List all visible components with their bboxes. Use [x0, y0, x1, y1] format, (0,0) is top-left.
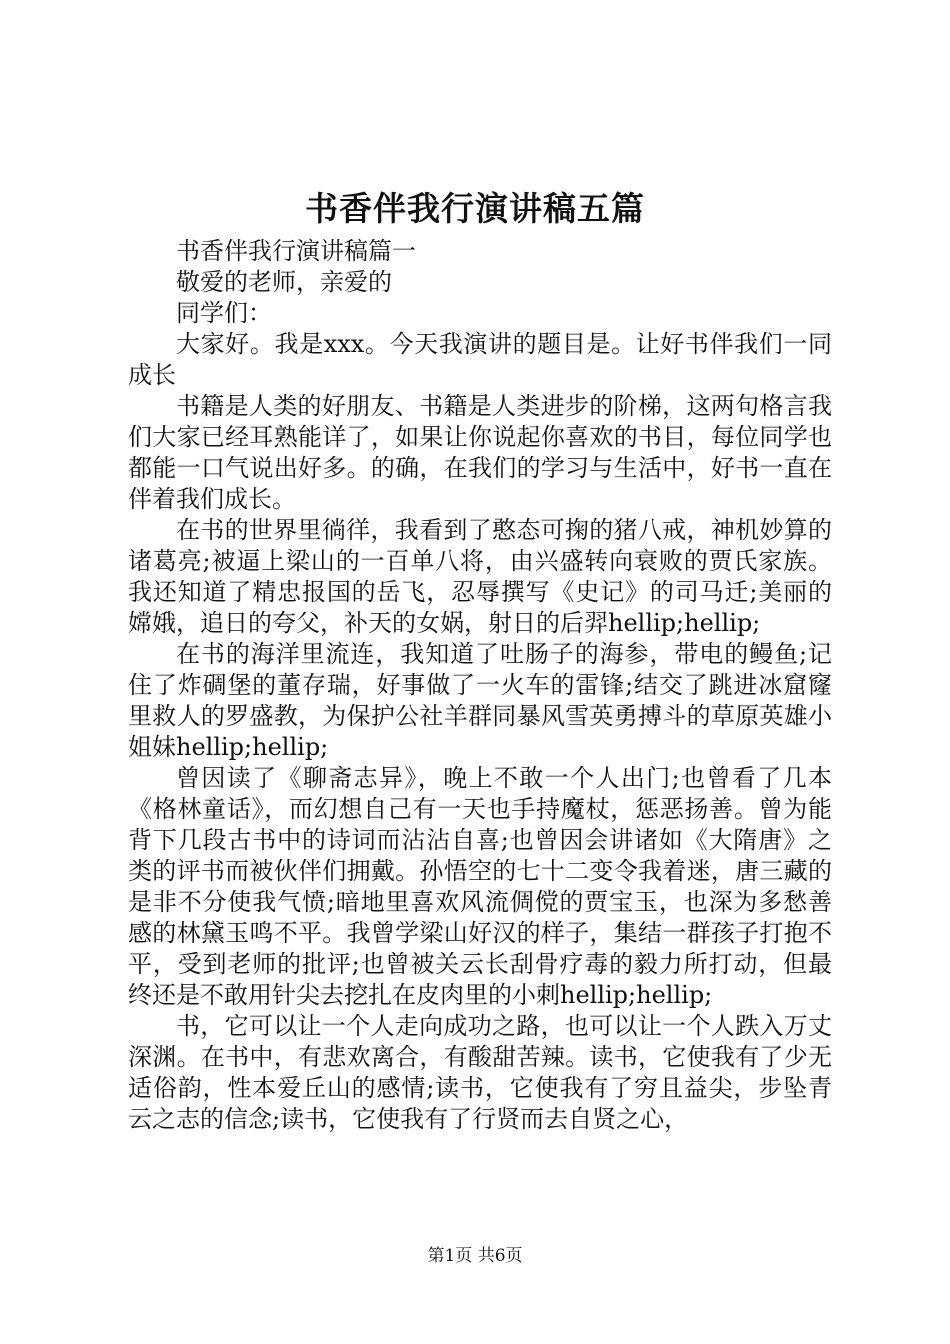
paragraph-intro: 大家好。我是xxx。今天我演讲的题目是。让好书伴我们一同成长 [128, 330, 832, 389]
paragraph-salutation-cont: 同学们： [176, 299, 272, 327]
document-body [128, 236, 832, 1135]
page-footer: 第1页 共6页 [427, 1246, 523, 1266]
document-title: 书香伴我行演讲稿五篇 [305, 189, 645, 228]
paragraph-salutation: 敬爱的老师，亲爱的 [176, 268, 392, 296]
paragraph: 在书的世界里徜徉，我看到了憨态可掬的猪八戒，神机妙算的诸葛亮;被逼上梁山的一百单八将，由兴盛转向衰败的贾氏家族。我还知道了精忠报国的岳飞，忍辱撰写《史记》的司马迁;美丽的嫦娥，追日的夸父，补天的女娲，射日的后羿hellip;hellip; [128, 516, 832, 637]
paragraph: 曾因读了《聊斋志异》，晚上不敢一个人出门;也曾看了几本《格林童话》，而幻想自己有一天也手持魔杖，惩恶扬善。曾为能背下几段古书中的诗词而沾沾自喜;也曾因会讲诸如《大隋唐》之类的评书而被伙伴们拥戴。孙悟空的七十二变令我着迷，唐三藏的是非不分使我气愤;暗地里喜欢风流倜傥的贾宝玉，也深为多愁善感的林黛玉鸣不平。我曾学梁山好汉的样子，集结一群孩子打抱不平，受到老师的批评;也曾被关云长刮骨疗毒的毅力所打动，但最终还是不敢用针尖去挖扎在皮肉里的小刺hellip;hellip; [128, 764, 832, 1009]
paragraph: 书，它可以让一个人走向成功之路，也可以让一个人跌入万丈深渊。在书中，有悲欢离合，有酸甜苦辣。读书，它使我有了少无适俗韵，性本爱丘山的感情;读书，它使我有了穷且益尖，步坠青云之志的信念;读书，它使我有了行贤而去自贤之心， [128, 1012, 832, 1133]
paragraph-heading: 书香伴我行演讲稿篇一 [176, 237, 416, 265]
paragraph: 书籍是人类的好朋友、书籍是人类进步的阶梯，这两句格言我们大家已经耳熟能详了，如果让你说起你喜欢的书目，每位同学也都能一口气说出好多。的确，在我们的学习与生活中，好书一直在伴着我们成长。 [128, 392, 832, 513]
paragraph: 在书的海洋里流连，我知道了吐肠子的海参，带电的鳗鱼;记住了炸碉堡的董存瑞，好事做了一火车的雷锋;结交了跳进冰窟窿里救人的罗盛教，为保护公社羊群同暴风雪英勇搏斗的草原英雄小姐妹hellip;hellip; [128, 640, 832, 761]
